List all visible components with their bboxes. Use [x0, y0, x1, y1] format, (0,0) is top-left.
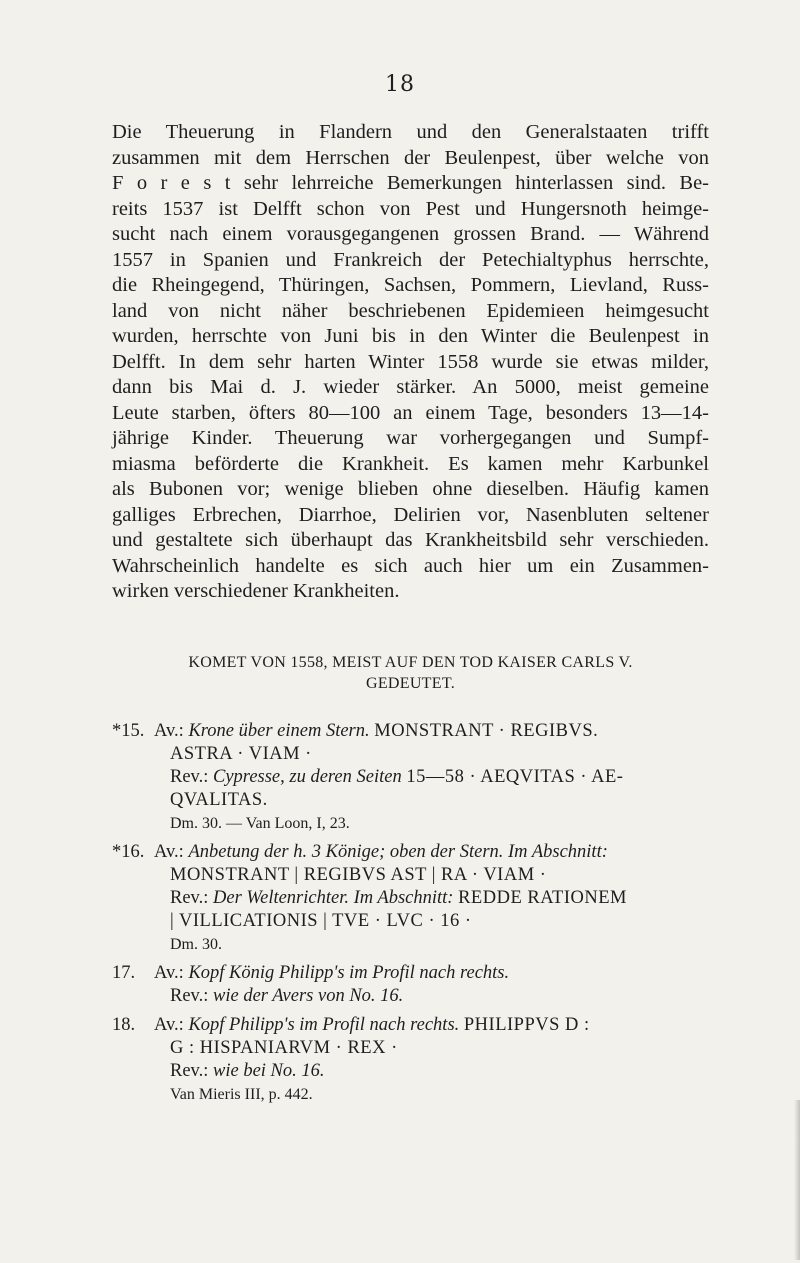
catalogue-entry [112, 720, 712, 835]
reverse-line [112, 985, 712, 1008]
reverse-legend: 15—58 · AEQVITAS · AE- [406, 767, 624, 787]
body-line: Delfft. In dem sehr harten Winter 1558 wurde sie etwas milder, [112, 350, 709, 373]
body-line: galliges Erbrechen, Diarrhoe, Delirien vor, Nasenbluten seltener [112, 503, 709, 526]
obverse-description: Anbetung der h. 3 Könige; oben der Stern. Im Abschnitt: [188, 842, 608, 862]
obverse-line [112, 1014, 712, 1037]
body-line: Leute starben, öfters 80—100 an einem Tage, besonders 13—14- [112, 401, 709, 424]
obverse-label: Av.: [154, 842, 184, 862]
obverse-legend: PHILIPPVS D : [463, 1015, 590, 1035]
body-line: dann bis Mai d. J. wieder stärker. An 5000, meist gemeine [112, 376, 709, 398]
obverse-description: Kopf Philipp's im Profil nach rechts. [188, 1015, 460, 1035]
body-line: land von nicht näher beschriebenen Epidemieen heimgesucht [112, 299, 709, 322]
obverse-legend-continued: ASTRA · VIAM · [170, 744, 312, 764]
catalogue-entry [112, 1014, 712, 1106]
obverse-line [112, 962, 712, 985]
obverse-legend-continued: G : HISPANIARVM · REX · [170, 1038, 398, 1058]
body-line: wirken verschiedener Krankheiten. [112, 580, 400, 602]
body-line: 1557 in Spanien und Frankreich der Petechialtyphus herrschte, [112, 248, 709, 271]
body-line: F o r e s t sehr lehrreiche Bemerkungen hinterlassen sind. Be- [112, 172, 709, 194]
obverse-line [112, 841, 712, 864]
obverse-description: Krone über einem Stern. [188, 721, 370, 741]
reverse-legend-continued: QVALITAS. [170, 790, 268, 810]
reverse-line [112, 1060, 712, 1083]
reverse-description: wie bei No. 16. [213, 1061, 325, 1081]
reverse-line [112, 887, 712, 910]
body-line: als Bubonen vor; wenige blieben ohne dieselben. Häufig kamen [112, 478, 709, 500]
body-line: miasma beförderte die Krankheit. Es kamen mehr Karbunkel [112, 452, 709, 475]
entry-number: 18. [112, 1015, 136, 1035]
obverse-label: Av.: [154, 1015, 184, 1035]
section-heading-line: GEDEUTET. [365, 675, 456, 692]
entry-number: 17. [112, 963, 136, 983]
reverse-legend: REDDE RATIONEM [458, 888, 627, 908]
section-heading-line: KOMET VON 1558, MEIST AUF DEN TOD KAISER CARLS V. [188, 654, 633, 671]
body-line: und gestaltete sich überhaupt das Krankheitsbild sehr verschieden. [112, 529, 709, 551]
entry-reference: Dm. 30. [170, 936, 222, 953]
reverse-label: Rev.: [170, 1061, 209, 1081]
body-line: reits 1537 ist Delfft schon von Pest und Hungersnoth heimge- [112, 197, 709, 220]
obverse-label: Av.: [154, 963, 184, 983]
body-line: jährige Kinder. Theuerung war vorhergegangen und Sumpf- [112, 427, 709, 449]
reverse-label: Rev.: [170, 767, 209, 787]
catalogue-entry [112, 962, 712, 1008]
obverse-legend-continued: MONSTRANT | REGIBVS AST | RA · VIAM · [170, 865, 547, 885]
reverse-line [112, 766, 712, 789]
entry-number: *16. [112, 842, 145, 862]
catalogue-entries [112, 720, 712, 1112]
entry-reference: Dm. 30. — Van Loon, I, 23. [170, 815, 350, 832]
obverse-label: Av.: [154, 721, 184, 741]
entry-number: *15. [112, 721, 145, 741]
reverse-label: Rev.: [170, 888, 209, 908]
body-line: die Rheingegend, Thüringen, Sachsen, Pommern, Lievland, Russ- [112, 274, 709, 296]
reverse-description: Cypresse, zu deren Seiten [213, 767, 402, 787]
obverse-description: Kopf König Philipp's im Profil nach rechts. [188, 963, 510, 983]
reverse-legend-continued: | VILLICATIONIS | TVE · LVC · 16 · [170, 911, 472, 931]
page-edge-shadow [794, 1100, 800, 1260]
body-line: zusammen mit dem Herrschen der Beulenpest, über welche von [112, 146, 709, 169]
body-line: Die Theuerung in Flandern und den Generalstaaten trifft [112, 121, 709, 143]
section-heading [112, 652, 709, 694]
body-line: sucht nach einem vorausgegangenen grossen Brand. — Während [112, 223, 709, 245]
entry-reference: Van Mieris III, p. 442. [170, 1086, 313, 1103]
obverse-legend: MONSTRANT · REGIBVS. [374, 721, 599, 741]
body-paragraph [112, 120, 709, 605]
body-line: Wahrscheinlich handelte es sich auch hier um ein Zusammen- [112, 554, 709, 577]
reverse-description: wie der Avers von No. 16. [213, 986, 404, 1006]
body-line: wurden, herrschte von Juni bis in den Winter die Beulenpest in [112, 325, 709, 347]
reverse-label: Rev.: [170, 986, 209, 1006]
page-number: 18 [385, 72, 415, 97]
catalogue-entry [112, 841, 712, 956]
reverse-description: Der Weltenrichter. Im Abschnitt: [213, 888, 454, 908]
obverse-line [112, 720, 712, 743]
